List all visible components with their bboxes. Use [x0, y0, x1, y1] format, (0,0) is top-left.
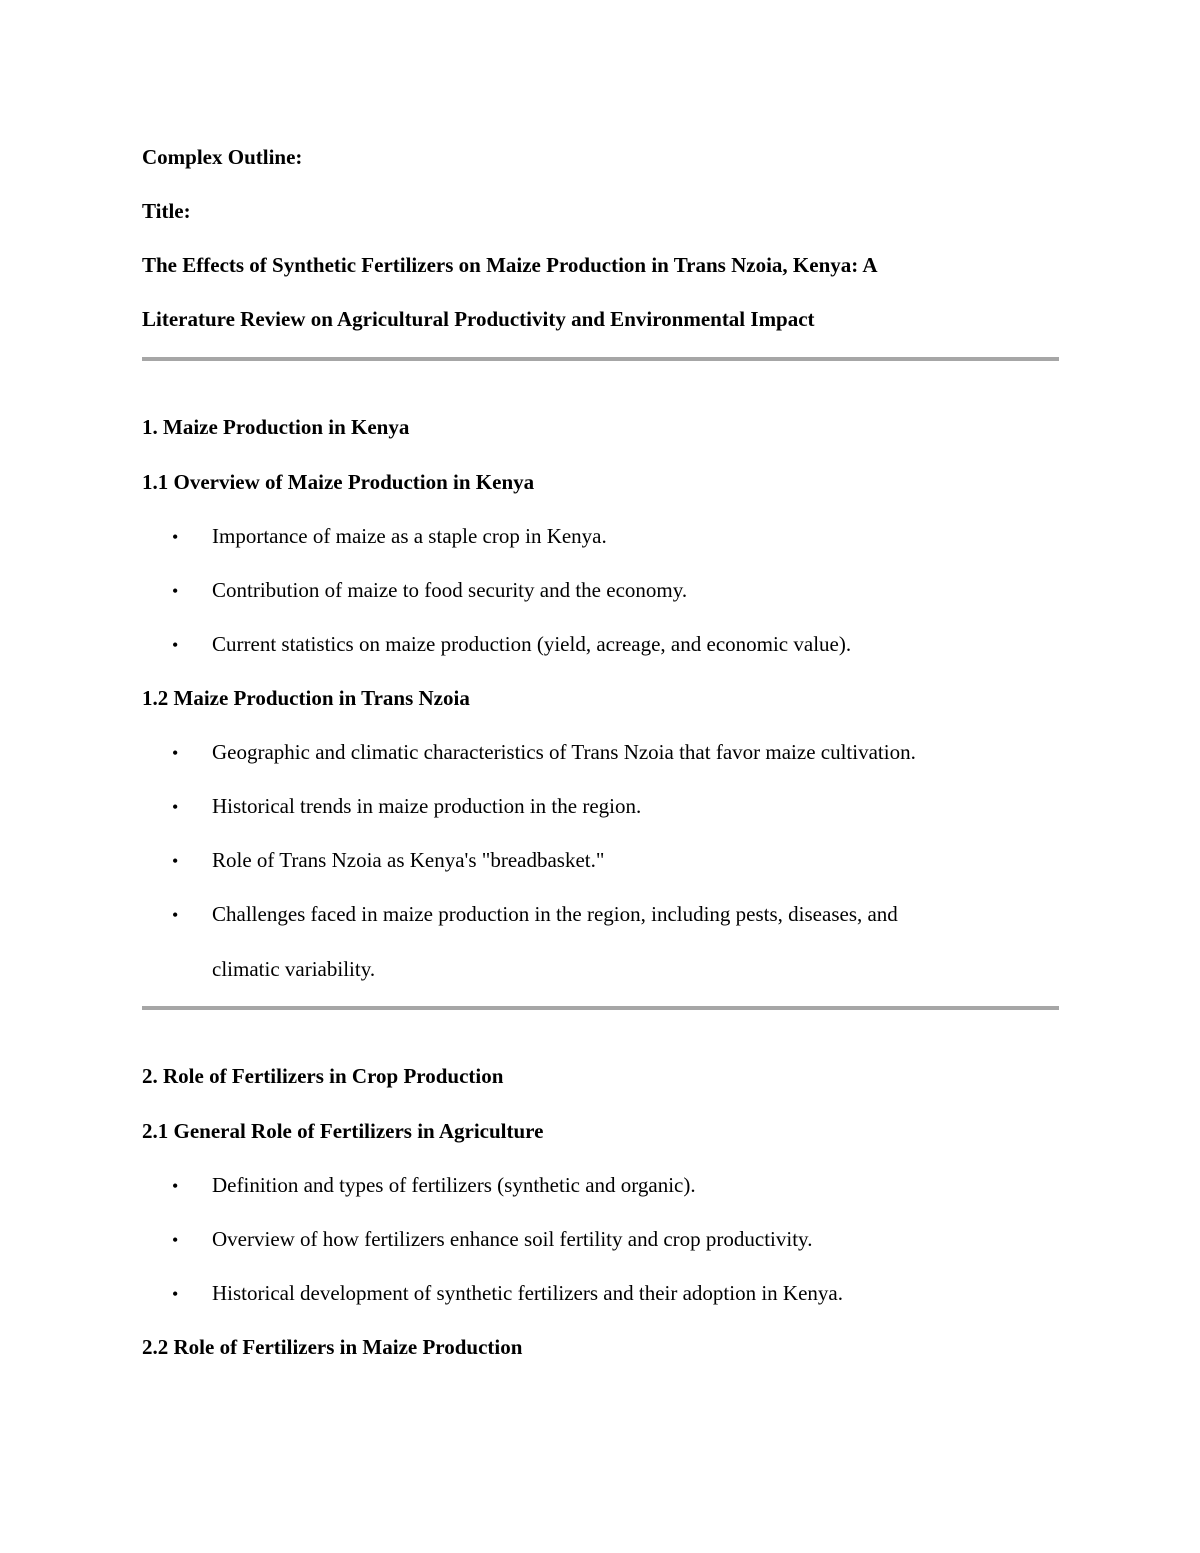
- list-item: [172, 576, 687, 605]
- bullet-icon: •: [172, 905, 179, 925]
- list-item: [172, 738, 916, 767]
- list-item-text: Importance of maize as a staple crop in Kenya.: [212, 524, 607, 548]
- title-line-1: The Effects of Synthetic Fertilizers on Maize Production in Trans Nzoia, Kenya: A: [142, 253, 878, 277]
- list-item-text: Challenges faced in maize production in the region, including pests, diseases, and: [212, 902, 898, 926]
- horizontal-rule: [142, 1006, 1059, 1010]
- subsection-1-2-heading: 1.2 Maize Production in Trans Nzoia: [142, 686, 470, 710]
- bullet-icon: •: [172, 1284, 179, 1304]
- list-item: [172, 900, 898, 929]
- bullet-icon: •: [172, 635, 179, 655]
- bullet-icon: •: [172, 527, 179, 547]
- list-item-text: Definition and types of fertilizers (synthetic and organic).: [212, 1173, 696, 1197]
- section-1-heading: 1. Maize Production in Kenya: [142, 415, 410, 439]
- subsection-2-2-heading: 2.2 Role of Fertilizers in Maize Production: [142, 1335, 523, 1359]
- section-2-heading: 2. Role of Fertilizers in Crop Production: [142, 1064, 504, 1088]
- list-item: [172, 630, 851, 659]
- bullet-icon: •: [172, 797, 179, 817]
- list-item-text: Geographic and climatic characteristics of Trans Nzoia that favor maize cultivation.: [212, 740, 916, 764]
- list-item-text: Historical trends in maize production in the region.: [212, 794, 642, 818]
- list-item-text: Contribution of maize to food security and the economy.: [212, 578, 688, 602]
- subsection-2-1-heading: 2.1 General Role of Fertilizers in Agriculture: [142, 1119, 544, 1143]
- list-item-text: Current statistics on maize production (yield, acreage, and economic value).: [212, 632, 852, 656]
- bullet-icon: •: [172, 1230, 179, 1250]
- list-item-text: Role of Trans Nzoia as Kenya's "breadbasket.": [212, 848, 605, 872]
- outline-label: Complex Outline:: [142, 145, 303, 169]
- list-item: [172, 1171, 696, 1200]
- title-label: Title:: [142, 199, 191, 223]
- list-item: [172, 522, 607, 551]
- bullet-icon: •: [172, 851, 179, 871]
- subsection-1-1-heading: 1.1 Overview of Maize Production in Kenya: [142, 470, 535, 494]
- list-item-text: Overview of how fertilizers enhance soil fertility and crop productivity.: [212, 1227, 813, 1251]
- title-line-2: Literature Review on Agricultural Productivity and Environmental Impact: [142, 307, 815, 331]
- horizontal-rule: [142, 357, 1059, 361]
- list-item: [172, 792, 641, 821]
- list-item: [172, 846, 604, 875]
- list-item: [172, 1225, 812, 1254]
- list-item-text: Historical development of synthetic fertilizers and their adoption in Kenya.: [212, 1281, 843, 1305]
- list-item-continuation: climatic variability.: [212, 957, 376, 981]
- bullet-icon: •: [172, 743, 179, 763]
- bullet-icon: •: [172, 581, 179, 601]
- list-item: [172, 1279, 843, 1308]
- bullet-icon: •: [172, 1176, 179, 1196]
